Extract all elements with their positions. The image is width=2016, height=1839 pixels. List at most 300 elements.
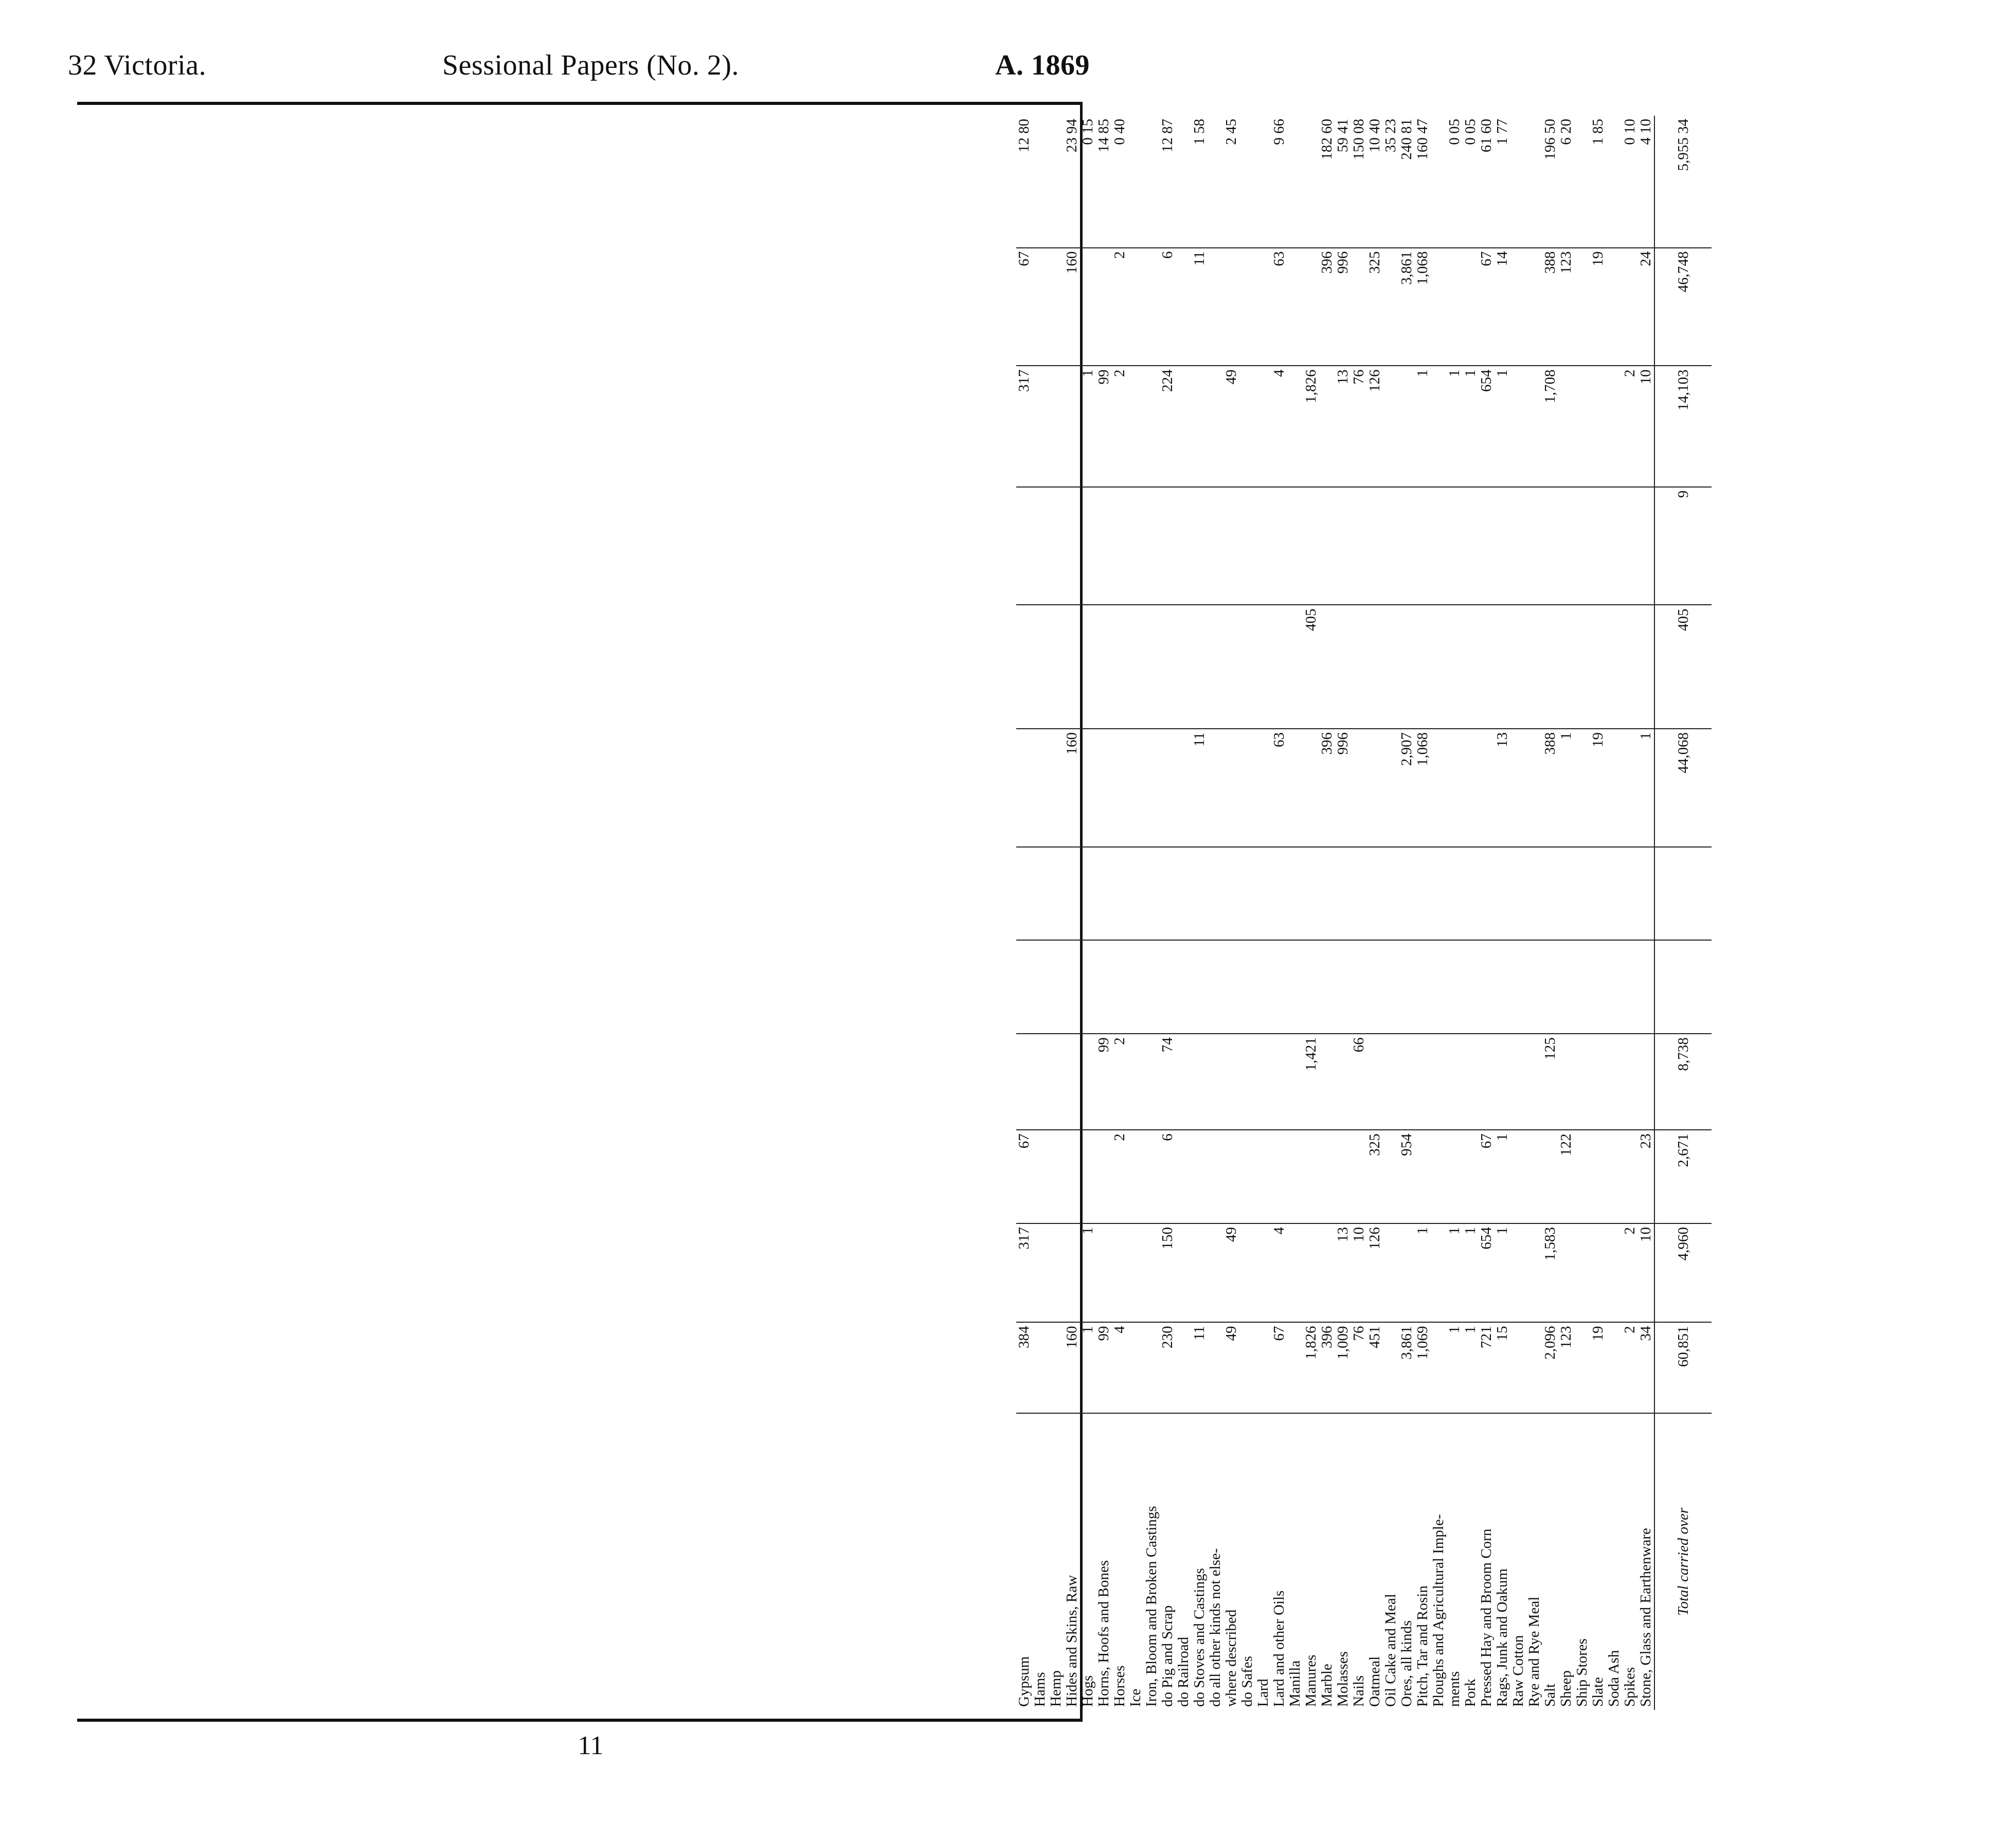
cell-col-11: 24 — [1638, 248, 1654, 366]
cell-col-12 — [1032, 116, 1048, 248]
cell-col-6 — [1160, 847, 1176, 941]
cell-col-10: 1 — [1495, 366, 1510, 486]
cell-col-2: 10 — [1638, 1223, 1654, 1322]
cell-col-8 — [1255, 605, 1271, 729]
cell-col-4 — [1622, 1034, 1638, 1130]
cell-col-8 — [1415, 605, 1431, 729]
cell-col-12: 12 80 — [1016, 119, 1032, 153]
cell-col-1: 4 — [1112, 1322, 1128, 1413]
cell-col-2 — [1287, 1223, 1303, 1322]
cell-col-5 — [1383, 940, 1399, 1034]
cell-col-5 — [1287, 940, 1303, 1034]
cell-col-8 — [1463, 605, 1479, 729]
cell-col-6 — [1622, 847, 1638, 941]
cell-col-9 — [1622, 487, 1638, 605]
cell-col-5 — [1495, 940, 1510, 1034]
cell-col-9 — [1016, 487, 1032, 605]
cell-col-9 — [1351, 487, 1367, 605]
cell-col-7: 396 — [1319, 729, 1335, 847]
cell-col-1 — [1255, 1322, 1271, 1413]
cell-col-11 — [1032, 248, 1048, 366]
cell-col-2 — [1383, 1223, 1399, 1322]
cell-col-5 — [1399, 940, 1415, 1034]
cell-col-10: 14,103 — [1654, 366, 1712, 486]
cell-col-6 — [1335, 847, 1351, 941]
cell-col-11: 396 — [1319, 248, 1335, 366]
cell-col-6 — [1208, 847, 1223, 941]
cell-col-2: 4,960 — [1654, 1223, 1712, 1322]
cell-col-10: 1,708 — [1542, 366, 1558, 486]
cell-col-9 — [1558, 487, 1574, 605]
cell-col-5 — [1016, 940, 1032, 1034]
row-label: Raw Cotton — [1510, 1413, 1526, 1710]
table-row — [1638, 116, 1654, 1710]
cell-col-11 — [1447, 248, 1463, 366]
cell-col-9 — [1495, 487, 1510, 605]
cell-col-7 — [1096, 729, 1112, 847]
cell-col-2: 1 — [1463, 1223, 1479, 1322]
cell-col-9 — [1223, 487, 1239, 605]
row-label: Slate — [1590, 1413, 1606, 1710]
cell-col-1: 2,096 — [1542, 1322, 1558, 1413]
cell-col-3 — [1048, 1130, 1064, 1223]
cell-col-4 — [1415, 1034, 1431, 1130]
cell-col-6 — [1351, 847, 1367, 941]
cell-col-3 — [1176, 1130, 1192, 1223]
cell-col-10: 2 — [1622, 366, 1638, 486]
cell-col-4 — [1606, 1034, 1622, 1130]
cell-col-8 — [1383, 605, 1399, 729]
cell-col-12 — [1144, 116, 1160, 248]
cell-col-3 — [1223, 1130, 1239, 1223]
cell-col-10: 49 — [1223, 366, 1239, 486]
cell-col-10 — [1606, 366, 1622, 486]
cell-col-10 — [1431, 366, 1447, 486]
cell-col-6 — [1399, 847, 1415, 941]
cell-col-3 — [1526, 1130, 1542, 1223]
cell-col-7: 2,907 — [1399, 729, 1415, 847]
cell-col-9 — [1479, 487, 1495, 605]
cell-col-9 — [1255, 487, 1271, 605]
cell-col-12: 182 60 — [1319, 119, 1335, 160]
cell-col-7 — [1574, 729, 1590, 847]
table-row — [1048, 116, 1064, 1710]
cell-col-9: 9 — [1654, 487, 1712, 605]
cell-col-9 — [1096, 487, 1112, 605]
cell-col-2: 150 — [1160, 1223, 1176, 1322]
cell-col-5 — [1160, 940, 1176, 1034]
cell-col-7 — [1431, 729, 1447, 847]
cell-col-12: 6 20 — [1558, 119, 1574, 145]
row-label: Iron, Bloom and Broken Castings — [1144, 1413, 1160, 1710]
cell-col-3 — [1447, 1130, 1463, 1223]
cell-col-1 — [1144, 1322, 1160, 1413]
cell-col-6 — [1239, 847, 1255, 941]
cell-col-5 — [1239, 940, 1255, 1034]
cell-col-12: 1 77 — [1494, 119, 1510, 145]
cell-col-5 — [1319, 940, 1335, 1034]
cell-col-1: 2 — [1622, 1322, 1638, 1413]
row-label: Sheep — [1558, 1413, 1574, 1710]
cell-col-11 — [1431, 248, 1447, 366]
cell-col-10: 1 — [1415, 366, 1431, 486]
cell-col-11: 388 — [1542, 248, 1558, 366]
cell-col-8 — [1558, 605, 1574, 729]
cell-col-2 — [1590, 1223, 1606, 1322]
table-row — [1335, 116, 1351, 1710]
cell-col-3: 6 — [1160, 1130, 1176, 1223]
cell-col-6 — [1431, 847, 1447, 941]
cell-col-4: 125 — [1542, 1034, 1558, 1130]
cell-col-2: 10 — [1351, 1223, 1367, 1322]
cell-col-4 — [1399, 1034, 1415, 1130]
cell-col-11: 19 — [1590, 248, 1606, 366]
cell-col-7: 160 — [1064, 729, 1080, 847]
cell-col-4 — [1016, 1034, 1032, 1130]
cell-col-2: 13 — [1335, 1223, 1351, 1322]
cell-col-11 — [1463, 248, 1479, 366]
cell-col-12 — [1574, 116, 1590, 248]
cell-col-8 — [1176, 605, 1192, 729]
cell-col-6 — [1383, 847, 1399, 941]
cell-col-7: 388 — [1542, 729, 1558, 847]
cell-col-4 — [1192, 1034, 1208, 1130]
cell-col-12 — [1208, 116, 1223, 248]
row-label: Hams — [1032, 1413, 1048, 1710]
cell-col-8 — [1431, 605, 1447, 729]
cell-col-3 — [1574, 1130, 1590, 1223]
table-row — [1590, 116, 1606, 1710]
cell-col-10: 317 — [1016, 366, 1032, 486]
cell-col-3 — [1032, 1130, 1048, 1223]
cell-col-1 — [1574, 1322, 1590, 1413]
cell-col-8 — [1208, 605, 1223, 729]
cell-col-6 — [1590, 847, 1606, 941]
cell-col-6 — [1526, 847, 1542, 941]
cell-col-1 — [1176, 1322, 1192, 1413]
table-body — [1016, 116, 1712, 1710]
cell-col-11 — [1303, 248, 1319, 366]
cell-col-1: 34 — [1638, 1322, 1654, 1413]
cell-col-3 — [1255, 1130, 1271, 1223]
cell-col-3 — [1351, 1130, 1367, 1223]
cell-col-2 — [1526, 1223, 1542, 1322]
table-row — [1606, 116, 1622, 1710]
cell-col-9 — [1463, 487, 1479, 605]
cell-col-3: 23 — [1638, 1130, 1654, 1223]
cell-col-2: 4 — [1271, 1223, 1287, 1322]
cell-col-7 — [1463, 729, 1479, 847]
cell-col-1 — [1383, 1322, 1399, 1413]
row-label: Horns, Hoofs and Bones — [1096, 1413, 1112, 1710]
cell-col-12: 1 58 — [1191, 119, 1208, 145]
cell-col-7 — [1080, 729, 1096, 847]
cell-col-6 — [1654, 847, 1712, 941]
cell-col-8 — [1606, 605, 1622, 729]
cell-col-8 — [1016, 605, 1032, 729]
cell-col-7 — [1048, 729, 1064, 847]
cell-col-7: 11 — [1192, 729, 1208, 847]
cell-col-12: 14 85 — [1095, 119, 1112, 153]
cell-col-10: 10 — [1638, 366, 1654, 486]
cell-col-7 — [1622, 729, 1638, 847]
cell-col-11 — [1287, 248, 1303, 366]
cell-col-5 — [1080, 940, 1096, 1034]
cell-col-12: 0 05 — [1462, 119, 1479, 145]
cell-col-1 — [1208, 1322, 1223, 1413]
cell-col-10: 1,826 — [1303, 366, 1319, 486]
cell-col-8 — [1319, 605, 1335, 729]
cell-col-8 — [1048, 605, 1064, 729]
table-row — [1016, 116, 1032, 1710]
cell-col-6 — [1255, 847, 1271, 941]
cell-col-6 — [1032, 847, 1048, 941]
cell-col-7 — [1112, 729, 1128, 847]
cell-col-11 — [1096, 248, 1112, 366]
cell-col-8 — [1367, 605, 1383, 729]
cell-col-10: 13 — [1335, 366, 1351, 486]
cell-col-12 — [1048, 116, 1064, 248]
table-row — [1319, 116, 1335, 1710]
row-label: Manures — [1303, 1413, 1319, 1710]
cell-col-5 — [1606, 940, 1622, 1034]
cell-col-5 — [1526, 940, 1542, 1034]
cell-col-3 — [1463, 1130, 1479, 1223]
cell-col-11: 11 — [1192, 248, 1208, 366]
cell-col-11 — [1606, 248, 1622, 366]
cell-col-5 — [1463, 940, 1479, 1034]
cell-col-10: 1 — [1080, 366, 1096, 486]
cell-col-3: 954 — [1399, 1130, 1415, 1223]
cell-col-9 — [1128, 487, 1144, 605]
cell-col-1: 1,826 — [1303, 1322, 1319, 1413]
cell-col-3 — [1271, 1130, 1287, 1223]
cell-col-4 — [1574, 1034, 1590, 1130]
cell-col-12 — [1526, 116, 1542, 248]
cell-col-1: 67 — [1271, 1322, 1287, 1413]
cell-col-4 — [1223, 1034, 1239, 1130]
cell-col-10: 99 — [1096, 366, 1112, 486]
cell-col-4 — [1638, 1034, 1654, 1130]
table-row — [1351, 116, 1367, 1710]
cell-col-9 — [1447, 487, 1463, 605]
cell-col-4 — [1510, 1034, 1526, 1130]
cell-col-7 — [1303, 729, 1319, 847]
cell-col-3: 2 — [1112, 1130, 1128, 1223]
cell-col-10: 126 — [1367, 366, 1383, 486]
row-label: Ship Stores — [1574, 1413, 1590, 1710]
cell-col-4 — [1239, 1034, 1255, 1130]
cell-col-9 — [1510, 487, 1526, 605]
cell-col-5 — [1112, 940, 1128, 1034]
cell-col-4 — [1590, 1034, 1606, 1130]
cell-col-7 — [1160, 729, 1176, 847]
table-row — [1479, 116, 1495, 1710]
cell-col-6 — [1303, 847, 1319, 941]
cell-col-7 — [1223, 729, 1239, 847]
cell-col-9 — [1399, 487, 1415, 605]
table-row — [1431, 116, 1447, 1710]
table-row — [1526, 116, 1542, 1710]
cell-col-1: 19 — [1590, 1322, 1606, 1413]
table-row — [1112, 116, 1128, 1710]
cell-col-2: 126 — [1367, 1223, 1383, 1322]
cell-col-8 — [1622, 605, 1638, 729]
cell-col-8 — [1542, 605, 1558, 729]
cell-col-9 — [1239, 487, 1255, 605]
cell-col-2 — [1048, 1223, 1064, 1322]
cell-col-5 — [1447, 940, 1463, 1034]
cell-col-11 — [1383, 248, 1399, 366]
cell-col-8 — [1335, 605, 1351, 729]
table-row — [1367, 116, 1383, 1710]
cell-col-2 — [1239, 1223, 1255, 1322]
cell-col-12 — [1176, 116, 1192, 248]
cell-col-11 — [1351, 248, 1367, 366]
cell-col-4 — [1048, 1034, 1064, 1130]
cell-col-12 — [1606, 116, 1622, 248]
cell-col-4 — [1367, 1034, 1383, 1130]
cell-col-3: 67 — [1016, 1130, 1032, 1223]
cell-col-9 — [1303, 487, 1319, 605]
cell-col-6 — [1319, 847, 1335, 941]
table-row — [1255, 116, 1271, 1710]
cell-col-1: 3,861 — [1399, 1322, 1415, 1413]
cell-col-1 — [1239, 1322, 1255, 1413]
cell-col-2 — [1096, 1223, 1112, 1322]
cell-col-9 — [1287, 487, 1303, 605]
cell-col-1 — [1606, 1322, 1622, 1413]
table-row — [1399, 116, 1415, 1710]
cell-col-1: 99 — [1096, 1322, 1112, 1413]
cell-col-5 — [1335, 940, 1351, 1034]
table-frame — [77, 102, 1083, 1722]
cell-col-9 — [1271, 487, 1287, 605]
cell-col-3 — [1080, 1130, 1096, 1223]
table-row — [1510, 116, 1526, 1710]
cell-col-5 — [1590, 940, 1606, 1034]
cell-col-1 — [1526, 1322, 1542, 1413]
cell-col-9 — [1590, 487, 1606, 605]
cell-col-11 — [1144, 248, 1160, 366]
cell-col-11 — [1223, 248, 1239, 366]
cell-col-10 — [1192, 366, 1208, 486]
cell-col-7: 63 — [1271, 729, 1287, 847]
cell-col-7 — [1367, 729, 1383, 847]
cell-col-11: 63 — [1271, 248, 1287, 366]
cell-col-9 — [1606, 487, 1622, 605]
cell-col-3 — [1096, 1130, 1112, 1223]
cell-col-9 — [1335, 487, 1351, 605]
cell-col-5 — [1144, 940, 1160, 1034]
row-label: Lard — [1255, 1413, 1271, 1710]
cell-col-6 — [1192, 847, 1208, 941]
cell-col-4: 66 — [1351, 1034, 1367, 1130]
cell-col-10: 1 — [1463, 366, 1479, 486]
cell-col-7: 1 — [1558, 729, 1574, 847]
cell-col-1: 721 — [1479, 1322, 1495, 1413]
row-label: where described — [1223, 1413, 1239, 1710]
cell-col-10: 224 — [1160, 366, 1176, 486]
cell-col-5 — [1415, 940, 1431, 1034]
cell-col-7 — [1447, 729, 1463, 847]
cell-col-6 — [1479, 847, 1495, 941]
cell-col-2 — [1176, 1223, 1192, 1322]
cell-col-12: 12 87 — [1159, 119, 1176, 153]
cell-col-8 — [1287, 605, 1303, 729]
cell-col-7 — [1526, 729, 1542, 847]
cell-col-8 — [1271, 605, 1287, 729]
cell-col-3 — [1415, 1130, 1431, 1223]
row-label: Lard and other Oils — [1271, 1413, 1287, 1710]
cell-col-8 — [1032, 605, 1048, 729]
cell-col-12: 0 15 — [1079, 119, 1096, 145]
cell-col-6 — [1223, 847, 1239, 941]
cell-col-8 — [1590, 605, 1606, 729]
cell-col-2: 1 — [1080, 1223, 1096, 1322]
cell-col-1: 1,069 — [1415, 1322, 1431, 1413]
row-label: Stone, Glass and Earthenware — [1638, 1413, 1654, 1710]
cell-col-4 — [1463, 1034, 1479, 1130]
cell-col-3 — [1383, 1130, 1399, 1223]
cell-col-2: 2 — [1622, 1223, 1638, 1322]
cell-col-1 — [1431, 1322, 1447, 1413]
cell-col-9 — [1112, 487, 1128, 605]
table-row — [1064, 116, 1080, 1710]
cell-col-3 — [1208, 1130, 1223, 1223]
cell-col-1 — [1032, 1322, 1048, 1413]
cell-col-3: 1 — [1495, 1130, 1510, 1223]
cell-col-8 — [1239, 605, 1255, 729]
cell-col-7: 996 — [1335, 729, 1351, 847]
row-label: Oil Cake and Meal — [1383, 1413, 1399, 1710]
cell-col-12: 2 45 — [1223, 119, 1239, 145]
table-row — [1032, 116, 1048, 1710]
cell-col-9 — [1383, 487, 1399, 605]
cell-col-2 — [1128, 1223, 1144, 1322]
cell-col-10: 654 — [1479, 366, 1495, 486]
cell-col-12 — [1239, 116, 1255, 248]
cell-col-10 — [1032, 366, 1048, 486]
cell-col-5 — [1271, 940, 1287, 1034]
cell-col-12: 150 08 — [1351, 119, 1367, 160]
row-label: Hemp — [1048, 1413, 1064, 1710]
cell-col-6 — [1415, 847, 1431, 941]
cell-col-10 — [1510, 366, 1526, 486]
cell-col-8 — [1510, 605, 1526, 729]
cell-col-11 — [1574, 248, 1590, 366]
cell-col-6 — [1096, 847, 1112, 941]
cell-col-1: 15 — [1495, 1322, 1510, 1413]
cell-col-8 — [1526, 605, 1542, 729]
table-row — [1622, 116, 1638, 1710]
row-label: Marble — [1319, 1413, 1335, 1710]
cell-col-3 — [1287, 1130, 1303, 1223]
cell-col-5 — [1208, 940, 1223, 1034]
cell-col-10: 76 — [1351, 366, 1367, 486]
table-row — [1447, 116, 1463, 1710]
cell-col-12 — [1303, 116, 1319, 248]
cell-col-1: 230 — [1160, 1322, 1176, 1413]
cell-col-5 — [1654, 940, 1712, 1034]
cell-col-12: 196 50 — [1542, 119, 1558, 160]
cell-col-5 — [1064, 940, 1080, 1034]
table-row — [1128, 116, 1144, 1710]
cell-col-7: 1 — [1638, 729, 1654, 847]
table-row — [1558, 116, 1574, 1710]
cell-col-5 — [1622, 940, 1638, 1034]
row-label: do all other kinds not else- — [1208, 1413, 1223, 1710]
